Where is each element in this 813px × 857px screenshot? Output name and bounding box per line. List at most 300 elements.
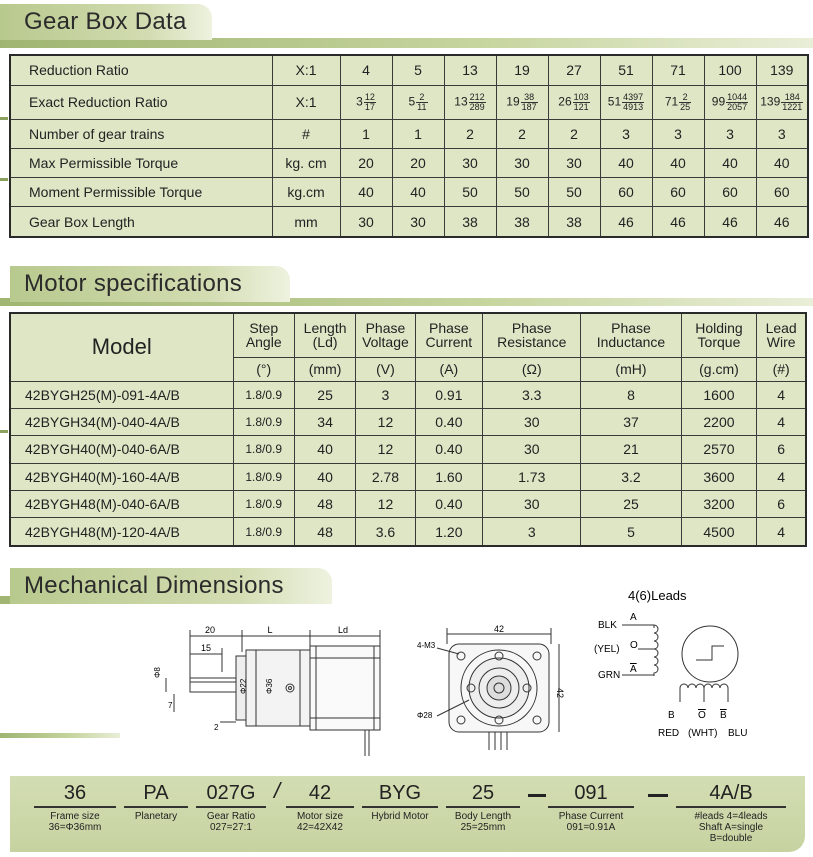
fraction <box>622 93 644 112</box>
gearbox-cell-value: 1 <box>414 125 422 142</box>
motor-row <box>10 408 806 435</box>
column-header-line1: Phase <box>511 320 552 337</box>
gearbox-cell <box>496 149 548 178</box>
motor-section-title <box>10 266 290 302</box>
gearbox-cell-value: 60 <box>670 184 686 201</box>
gearbox-cell <box>704 55 756 85</box>
gearbox-cell <box>392 207 444 237</box>
fraction-denominator: 11 <box>417 101 427 112</box>
gearbox-cell-value: 2 <box>570 125 578 142</box>
motor-value-cell: 25 <box>581 490 681 517</box>
part-code-value: BYG <box>362 782 438 808</box>
motor-row <box>10 436 806 463</box>
gearbox-row-unit: kg. cm <box>272 149 340 178</box>
gearbox-row <box>10 178 808 207</box>
dim-phi8: Φ8 <box>153 667 162 678</box>
part-code-dash <box>648 794 668 797</box>
fraction-numerator: 12 <box>364 91 375 102</box>
part-code-value: 4A/B <box>676 782 786 808</box>
gearbox-cell-value: 3 <box>726 125 734 142</box>
gearbox-cell <box>600 178 652 207</box>
motor-value-cell: 6 <box>757 490 806 517</box>
gearbox-cell <box>392 55 444 85</box>
dim-phi36: Φ36 <box>265 678 274 694</box>
mechanical-bottom-rule <box>0 733 120 738</box>
motor-value-cell: 3600 <box>681 463 757 490</box>
gearbox-cell <box>444 119 496 148</box>
part-code-description: Body Length <box>454 811 512 822</box>
motor-value-cell: 3.6 <box>356 518 415 546</box>
part-code-description: Planetary <box>134 811 178 822</box>
motor-value-cell: 34 <box>294 408 355 435</box>
gearbox-row <box>10 119 808 148</box>
motor-value-cell: 2.78 <box>356 463 415 490</box>
column-header-line1: Step <box>249 320 279 337</box>
motor-model-cell: 42BYGH25(M)-091-4A/B <box>10 381 233 408</box>
motor-column-header <box>681 313 757 357</box>
fraction-numerator: 4397 <box>623 91 644 102</box>
motor-value-cell: 25 <box>294 381 355 408</box>
motor-value-cell: 1.73 <box>483 463 581 490</box>
dim-2: 2 <box>214 723 219 732</box>
motor-column-unit: (V) <box>356 357 415 381</box>
part-code-segment <box>34 782 116 833</box>
gearbox-cell-value: 71 <box>664 94 679 109</box>
gearbox-cell <box>444 55 496 85</box>
gearbox-cell-value: 5 <box>414 62 422 79</box>
dim-15: 15 <box>200 643 212 653</box>
motor-column-header <box>356 313 415 357</box>
gearbox-cell <box>652 55 704 85</box>
gearbox-cell <box>704 207 756 237</box>
part-code-description: Gear Ratio <box>206 811 256 822</box>
motor-value-cell: 1.8/0.9 <box>233 436 294 463</box>
column-header-line1: Phase <box>365 320 406 337</box>
gearbox-cell-value: 60 <box>618 184 634 201</box>
motor-column-header <box>757 313 806 357</box>
motor-value-cell: 1.8/0.9 <box>233 408 294 435</box>
gearbox-row <box>10 55 808 85</box>
coil-b-bar: B <box>720 710 727 721</box>
coil-a-bar: A <box>630 664 637 675</box>
gearbox-row <box>10 85 808 119</box>
motor-value-cell: 1.8/0.9 <box>233 463 294 490</box>
motor-value-cell: 1.8/0.9 <box>233 518 294 546</box>
dim-7: 7 <box>168 701 173 710</box>
gearbox-cell-value: 38 <box>462 213 478 230</box>
gearbox-row-label: Gear Box Length <box>10 207 272 237</box>
motor-value-cell: 30 <box>483 436 581 463</box>
motor-value-cell: 1.8/0.9 <box>233 490 294 517</box>
motor-value-cell: 4500 <box>681 518 757 546</box>
motor-value-cell: 21 <box>581 436 681 463</box>
motor-column-unit: (°) <box>233 357 294 381</box>
gearbox-cell <box>652 207 704 237</box>
margin-tick <box>0 430 8 433</box>
part-code-description: Frame size <box>50 811 100 822</box>
fraction <box>679 93 691 112</box>
gearbox-cell-value: 1 <box>362 125 370 142</box>
gearbox-row-label: Moment Permissible Torque <box>10 178 272 207</box>
gearbox-cell-value: 30 <box>566 155 582 172</box>
gearbox-cell-value: 30 <box>410 213 426 230</box>
motor-value-cell: 48 <box>294 518 355 546</box>
fraction <box>781 93 803 112</box>
gearbox-cell-value: 40 <box>410 184 426 201</box>
motor-column-unit: (g.cm) <box>681 357 757 381</box>
gearbox-cell-value: 51 <box>607 94 622 109</box>
gearbox-cell <box>548 85 600 119</box>
gearbox-cell-value: 46 <box>670 213 686 230</box>
motor-model-cell: 42BYGH34(M)-040-4A/B <box>10 408 233 435</box>
part-code-description: Shaft A=single <box>698 822 764 833</box>
coil-o: O <box>630 640 638 651</box>
fraction-denominator: 2057 <box>727 101 748 112</box>
column-header-line1: Length <box>303 320 347 337</box>
fraction <box>364 93 376 112</box>
part-code-description: B=double <box>709 833 753 844</box>
dim-ld: Ld <box>337 625 349 635</box>
motor-column-unit: (#) <box>757 357 806 381</box>
fraction-numerator: 103 <box>573 91 589 102</box>
gearbox-cell <box>600 85 652 119</box>
column-header-line1: Lead <box>765 320 797 337</box>
gearbox-cell-value: 13 <box>462 62 478 79</box>
motor-value-cell: 1.20 <box>415 518 483 546</box>
gearbox-cell-value: 100 <box>718 62 742 79</box>
part-code-description: Phase Current <box>558 811 624 822</box>
motor-value-cell: 3.3 <box>483 381 581 408</box>
gearbox-cell-value: 27 <box>566 62 582 79</box>
gearbox-cell <box>340 207 392 237</box>
gearbox-cell-value: 3 <box>674 125 682 142</box>
fraction-numerator: 1044 <box>727 91 748 102</box>
gearbox-row-unit: mm <box>272 207 340 237</box>
gearbox-cell <box>496 85 548 119</box>
gearbox-cell <box>652 149 704 178</box>
fraction-numerator: 2 <box>679 93 691 103</box>
gearbox-cell <box>496 119 548 148</box>
gearbox-cell-value: 99 <box>711 94 726 109</box>
part-code-segment <box>196 782 266 833</box>
gearbox-cell <box>756 207 808 237</box>
motor-value-cell: 6 <box>757 436 806 463</box>
gearbox-cell <box>392 85 444 119</box>
mechanical-title: Mechanical Dimensions <box>24 572 284 599</box>
motor-column-header <box>294 313 355 357</box>
gearbox-cell <box>600 55 652 85</box>
dim-height-42: 42 <box>555 688 565 699</box>
fraction-denominator: 17 <box>364 101 375 112</box>
part-code-value: 42 <box>286 782 354 808</box>
part-code-description: 091=0.91A <box>566 822 616 833</box>
gearbox-cell <box>756 178 808 207</box>
gearbox-cell-value: 50 <box>514 184 530 201</box>
motor-value-cell: 3.2 <box>581 463 681 490</box>
motor-specs-table <box>9 312 807 547</box>
part-code-description: #leads 4=4leads <box>694 811 768 822</box>
gearbox-cell <box>392 149 444 178</box>
gearbox-row <box>10 149 808 178</box>
part-code-segment <box>286 782 354 833</box>
motor-value-cell: 48 <box>294 490 355 517</box>
gearbox-cell-value: 46 <box>722 213 738 230</box>
gearbox-title: Gear Box Data <box>24 8 187 35</box>
motor-value-cell: 12 <box>356 490 415 517</box>
gearbox-cell <box>392 178 444 207</box>
part-code-description: 027=27:1 <box>210 822 252 833</box>
coil-b: B <box>668 710 675 721</box>
motor-value-cell: 0.40 <box>415 490 483 517</box>
fraction-denominator: 25 <box>680 101 691 112</box>
gearbox-cell-value: 3 <box>777 125 786 142</box>
part-code-segment <box>362 782 438 822</box>
motor-value-cell: 1600 <box>681 381 757 408</box>
gearbox-cell <box>496 55 548 85</box>
gearbox-cell <box>652 85 704 119</box>
motor-value-cell: 3 <box>356 381 415 408</box>
part-code-value: 091 <box>548 782 634 808</box>
motor-value-cell: 40 <box>294 436 355 463</box>
gearbox-cell <box>548 55 600 85</box>
part-code-description: 36=Φ36mm <box>48 822 102 833</box>
mechanical-section-title <box>10 568 332 604</box>
motor-model-cell: 42BYGH40(M)-040-6A/B <box>10 436 233 463</box>
gearbox-cell-value: 20 <box>358 155 374 172</box>
fraction <box>573 93 590 112</box>
part-code-description: Motor size <box>296 811 344 822</box>
fraction <box>469 93 486 112</box>
motor-value-cell: 30 <box>483 408 581 435</box>
gearbox-section-title <box>0 4 212 40</box>
gearbox-cell <box>340 119 392 148</box>
motor-value-cell: 0.40 <box>415 436 483 463</box>
motor-column-header <box>581 313 681 357</box>
fraction-numerator: 2 <box>416 93 427 103</box>
motor-value-cell: 2570 <box>681 436 757 463</box>
gearbox-cell <box>496 207 548 237</box>
motor-title: Motor specifications <box>24 270 243 297</box>
gearbox-cell <box>548 207 600 237</box>
motor-value-cell: 0.91 <box>415 381 483 408</box>
motor-model-cell: 42BYGH40(M)-160-4A/B <box>10 463 233 490</box>
motor-value-cell: 1.8/0.9 <box>233 381 294 408</box>
gearbox-cell <box>340 178 392 207</box>
gearbox-row-label: Max Permissible Torque <box>10 149 272 178</box>
gearbox-cell <box>756 119 808 148</box>
motor-column-unit: (mm) <box>294 357 355 381</box>
motor-column-header <box>483 313 581 357</box>
part-code-description: Hybrid Motor <box>371 811 429 822</box>
gearbox-cell <box>652 119 704 148</box>
column-header-line2: Current <box>425 334 473 351</box>
gearbox-cell-value: 26 <box>558 94 572 109</box>
motor-value-cell: 8 <box>581 381 681 408</box>
gearbox-cell-value: 60 <box>773 184 790 201</box>
part-code-description: 25=25mm <box>460 822 506 833</box>
wiring-diagram <box>592 584 782 744</box>
motor-value-cell: 4 <box>757 381 806 408</box>
motor-column-unit: (Ω) <box>483 357 581 381</box>
gearbox-cell <box>496 178 548 207</box>
part-code-segment <box>676 782 786 844</box>
motor-value-cell: 1.60 <box>415 463 483 490</box>
motor-value-cell: 0.40 <box>415 408 483 435</box>
dim-20: 20 <box>204 625 216 635</box>
gearbox-cell-value: 13 <box>454 94 468 109</box>
gearbox-cell <box>444 85 496 119</box>
gearbox-cell-value: 3 <box>356 94 363 109</box>
column-header-line1: Phase <box>429 320 469 337</box>
gearbox-cell-value: 30 <box>514 155 530 172</box>
gearbox-cell-value: 2 <box>518 125 526 142</box>
motor-row <box>10 490 806 517</box>
gearbox-cell <box>704 119 756 148</box>
column-header-line2: Inductance <box>596 334 666 351</box>
fraction-denominator: 187 <box>521 101 537 112</box>
fraction <box>416 93 427 112</box>
margin-tick <box>0 178 8 181</box>
motor-model-cell: 42BYGH48(M)-120-4A/B <box>10 518 233 546</box>
column-header-line2: Resistance <box>497 334 567 351</box>
gearbox-cell <box>652 178 704 207</box>
gearbox-cell-value: 38 <box>566 213 582 230</box>
gearbox-cell-value: 38 <box>514 213 530 230</box>
gearbox-cell <box>340 149 392 178</box>
margin-tick <box>0 117 8 120</box>
gearbox-row-unit: kg.cm <box>272 178 340 207</box>
motor-column-unit: (mH) <box>581 357 681 381</box>
part-code-segment <box>548 782 634 833</box>
gearbox-cell-value: 40 <box>670 155 686 172</box>
part-code-segment <box>446 782 520 833</box>
gearbox-row-unit: # <box>272 119 340 148</box>
motor-row <box>10 463 806 490</box>
column-header-line2: Torque <box>697 334 741 351</box>
gearbox-cell <box>340 85 392 119</box>
gearbox-row-label: Exact Reduction Ratio <box>10 85 272 119</box>
motor-value-cell: 4 <box>757 408 806 435</box>
motor-row <box>10 518 806 546</box>
gearbox-cell-value: 40 <box>618 155 634 172</box>
motor-row <box>10 381 806 408</box>
gearbox-cell <box>392 119 444 148</box>
gearbox-table <box>9 54 809 238</box>
part-code-value: PA <box>124 782 188 808</box>
part-code-value: 25 <box>446 782 520 808</box>
gearbox-cell-value: 60 <box>722 184 738 201</box>
fraction-denominator: 1221 <box>782 101 803 112</box>
gearbox-cell <box>756 55 808 85</box>
column-header-line1: Holding <box>695 320 743 337</box>
fraction-numerator: 38 <box>521 93 538 103</box>
gearbox-cell-value: 40 <box>773 155 790 172</box>
motor-column-header <box>233 313 294 357</box>
part-code-dash <box>528 794 546 797</box>
gearbox-cell <box>600 149 652 178</box>
dim-4-m3: 4-M3 <box>417 641 436 650</box>
gearbox-cell-value: 139 <box>760 94 781 109</box>
gearbox-cell-value: 20 <box>410 155 426 172</box>
gearbox-cell-value: 19 <box>514 62 530 79</box>
dim-l: L <box>267 625 273 635</box>
column-header-line2: Voltage <box>362 334 409 351</box>
part-code-value: 027G <box>196 782 266 808</box>
gearbox-cell-value: 46 <box>618 213 634 230</box>
motor-column-unit: (A) <box>415 357 483 381</box>
gearbox-cell-value: 4 <box>362 62 370 79</box>
gearbox-cell-value: 30 <box>358 213 374 230</box>
part-code-value: 36 <box>34 782 116 808</box>
side-view-drawing <box>153 622 390 762</box>
gearbox-cell-value: 139 <box>770 62 794 79</box>
gearbox-cell <box>548 178 600 207</box>
gearbox-cell-value: 50 <box>566 184 582 201</box>
gearbox-cell <box>444 149 496 178</box>
motor-value-cell: 3 <box>483 518 581 546</box>
gearbox-cell-value: 46 <box>773 213 790 230</box>
gearbox-cell <box>600 207 652 237</box>
gearbox-cell <box>444 207 496 237</box>
part-code-description: 42=42X42 <box>297 822 343 833</box>
gearbox-cell <box>756 85 808 119</box>
fraction <box>521 93 538 112</box>
dim-width-42: 42 <box>493 624 505 634</box>
motor-value-cell: 4 <box>757 463 806 490</box>
motor-header-row <box>10 313 806 357</box>
lead-wht: (WHT) <box>688 728 718 739</box>
fraction-numerator: 184 <box>781 93 803 103</box>
wiring-title: 4(6)Leads <box>628 588 687 603</box>
dim-phi28: Φ28 <box>417 711 433 720</box>
gearbox-row-label: Number of gear trains <box>10 119 272 148</box>
fraction-numerator: 212 <box>469 91 485 102</box>
lead-red: RED <box>658 728 680 739</box>
lead-yel: (YEL) <box>594 644 620 655</box>
coil-o-bar: O <box>698 710 706 721</box>
gearbox-cell-value: 30 <box>462 155 478 172</box>
model-header: Model <box>10 313 233 381</box>
motor-column-header <box>415 313 483 357</box>
motor-value-cell: 40 <box>294 463 355 490</box>
gearbox-cell <box>756 149 808 178</box>
motor-value-cell: 2200 <box>681 408 757 435</box>
column-header-line2: Wire <box>766 334 796 351</box>
gearbox-cell-value: 50 <box>462 184 478 201</box>
lead-grn: GRN <box>598 670 621 681</box>
column-header-line2: Angle <box>245 334 282 351</box>
fraction <box>726 93 748 112</box>
gearbox-cell-value: 5 <box>408 94 416 109</box>
motor-value-cell: 5 <box>581 518 681 546</box>
fraction-denominator: 289 <box>469 101 485 112</box>
gearbox-cell-value: 51 <box>618 62 634 79</box>
gearbox-cell <box>704 85 756 119</box>
gearbox-cell-value: 2 <box>466 125 474 142</box>
gearbox-cell-value: 19 <box>506 94 520 109</box>
motor-value-cell: 12 <box>356 408 415 435</box>
gearbox-cell <box>444 178 496 207</box>
gearbox-row-unit: X:1 <box>272 55 340 85</box>
gearbox-cell <box>548 119 600 148</box>
part-code-slash: / <box>274 778 281 803</box>
part-code-segment <box>124 782 188 822</box>
gearbox-cell-value: 3 <box>622 125 630 142</box>
gearbox-cell-value: 40 <box>358 184 374 201</box>
motor-value-cell: 4 <box>757 518 806 546</box>
gearbox-cell <box>704 178 756 207</box>
gearbox-cell <box>600 119 652 148</box>
